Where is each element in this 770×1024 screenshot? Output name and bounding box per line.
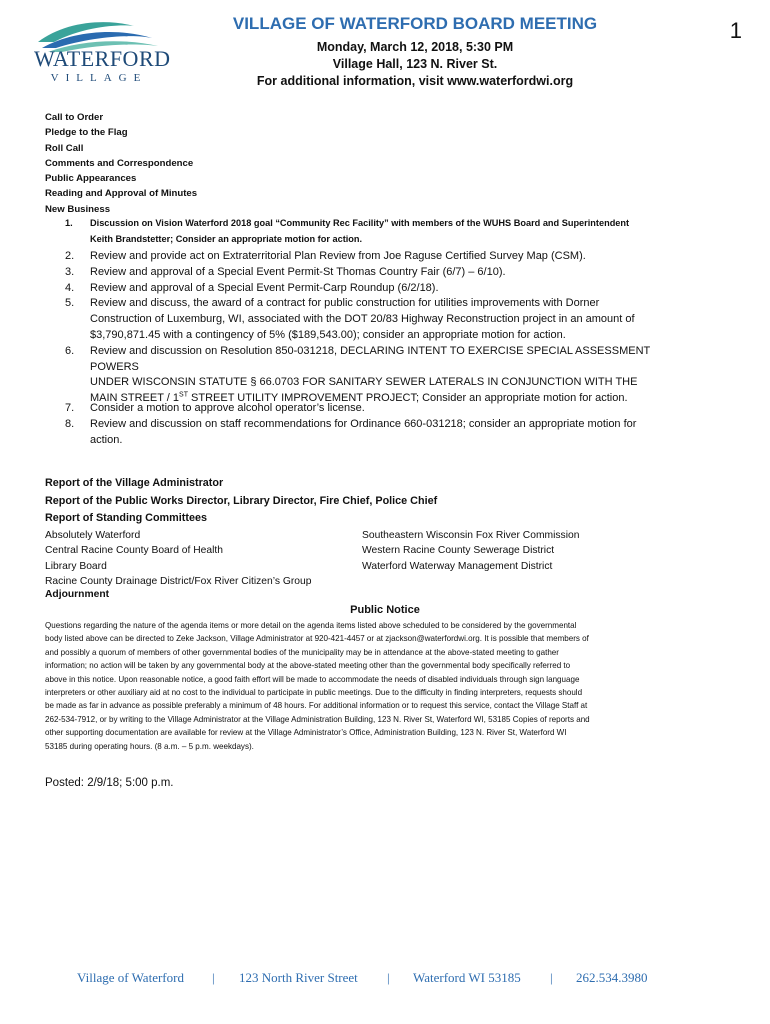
committee-name: Library Board: [45, 560, 107, 572]
info-line: For additional information, visit www.waterfordwi.org: [256, 74, 574, 88]
committee-name: Western Racine County Sewerage District: [362, 545, 555, 556]
committee-name: Southeastern Wisconsin Fox River Commission: [362, 529, 580, 541]
notice-line: 262-534-7912, or by writing to the Village Administrator at the Village Administration Building, 123 N. River St, Waterford WI, 53185 Copies of reports and: [45, 714, 590, 724]
item-number: 2.: [65, 250, 75, 262]
agenda-heading: Roll Call: [45, 142, 84, 154]
agenda-item-4: [45, 281, 685, 297]
notice-line: be made as far in advance as possible preferably a minimum of 48 hours. For additional information or to request this service, contact the Village Staff at: [45, 701, 588, 711]
committee-name: Absolutely Waterford: [45, 529, 141, 541]
meeting-location: Village Hall, 123 N. River St.: [332, 57, 498, 71]
committee-name: Central Racine County Board of Health: [45, 545, 224, 556]
logo-subtitle: VILLAGE: [50, 72, 148, 84]
item-number: 3.: [65, 265, 75, 278]
footer-village-name: Village of Waterford: [77, 970, 184, 985]
item-text: Keith Brandstetter; Consider an appropriate motion for action.: [90, 233, 363, 244]
adjournment: Adjournment: [45, 589, 110, 600]
item-text: UNDER WISCONSIN STATUTE § 66.0703 FOR SANITARY SEWER LATERALS IN CONJUNCTION WITH THE: [90, 376, 638, 389]
committee-name: Racine County Drainage District/Fox River Citizen’s Group: [45, 576, 312, 587]
agenda-heading: Public Appearances: [45, 173, 137, 185]
meeting-title: VILLAGE OF WATERFORD BOARD MEETING: [232, 14, 598, 33]
agenda-heading: Call to Order: [45, 112, 104, 123]
item-text: Review and approval of a Special Event Permit-Carp Roundup (6/2/18).: [90, 281, 439, 294]
footer-separator: |: [387, 970, 390, 985]
item-text-part: STREET UTILITY IMPROVEMENT PROJECT; Consider an appropriate motion for action.: [188, 392, 628, 405]
committee-name: Waterford Waterway Management District: [362, 560, 553, 572]
agenda-item-3: [45, 265, 685, 281]
agenda-heading: Reading and Approval of Minutes: [45, 188, 198, 200]
footer-street: 123 North River Street: [239, 970, 358, 985]
item-text-part: MAIN STREET / 1: [90, 392, 180, 405]
page-number: 1: [729, 18, 742, 43]
committee-column-right: [362, 528, 579, 575]
report-heading: Report of the Village Administrator: [45, 477, 224, 489]
item-text: Review and discussion on staff recommendations for Ordinance 660-031218; consider an appropriate motion for: [90, 417, 637, 430]
report-heading: Report of the Public Works Director, Library Director, Fire Chief, Police Chief: [45, 494, 438, 507]
public-notice-body: [45, 619, 685, 753]
footer-phone: 262.534.3980: [576, 970, 648, 985]
agenda-item-2: [45, 249, 685, 265]
item-text: Consider a motion to approve alcohol operator’s license.: [90, 402, 365, 414]
new-business-list-end: [45, 401, 685, 448]
agenda-headings: [45, 110, 197, 217]
footer-city: Waterford WI 53185: [413, 970, 521, 985]
agenda-item-8: [45, 417, 685, 449]
agenda-heading: New Business: [45, 203, 111, 215]
item-text: Review and approval of a Special Event Permit-St Thomas Country Fair (6/7) – 6/10).: [90, 265, 506, 278]
item-text: Review and discuss, the award of a contract for public construction for utilities improvements with Dorner: [90, 297, 600, 310]
agenda-item-1: [45, 216, 685, 247]
item-number: 8.: [65, 417, 75, 430]
item-number: 4.: [65, 281, 75, 294]
notice-line: information; no action will be taken by any governmental body at the above-stated meeting other than the governmental body specifically referred to: [45, 661, 571, 671]
agenda-heading: Comments and Correspondence: [45, 157, 194, 169]
committee-column-left: [45, 528, 311, 590]
item-number: 7.: [65, 402, 75, 414]
agenda-item-6: [45, 344, 685, 407]
meeting-date: Monday, March 12, 2018, 5:30 PM: [316, 40, 514, 54]
notice-line: above in this notice. Upon reasonable notice, a good faith effort will be made to accommodate the needs of disabled individuals through sign language: [45, 674, 580, 684]
item-number: 5.: [65, 297, 75, 310]
village-logo: [34, 16, 174, 88]
superscript: ST: [179, 391, 188, 399]
notice-line: other supporting documentation are available for review at the Village Administrator’s Office, Administration Building, 123 N. River St, Waterford WI: [45, 728, 567, 738]
footer-separator: |: [550, 970, 553, 985]
new-business-list: [45, 216, 685, 247]
item-text: $3,790,871.45 with a contingency of 5% ($189,543.00); consider an appropriate motion for action.: [90, 328, 566, 341]
report-heading: Report of Standing Committees: [45, 512, 207, 524]
item-text: Review and discussion on Resolution 850-031218, DECLARING INTENT TO EXERCISE SPECIAL ASSESSMENT POWERS: [90, 344, 651, 373]
logo-wordmark: WATERFORD: [34, 46, 171, 71]
notice-line: 53185 during operating hours. (8 a.m. – 5 p.m. weekdays).: [45, 741, 254, 751]
item-number: 6.: [65, 344, 75, 357]
item-number: 1.: [65, 218, 73, 228]
posted-date: Posted: 2/9/18; 5:00 p.m.: [45, 777, 174, 789]
agenda-item-5: [45, 296, 685, 343]
item-text: Construction of Luxemburg, WI, associated with the DOT 20/83 Highway Reconstruction project in an amount of: [90, 313, 635, 326]
notice-line: body listed above can be directed to Zeke Jackson, Village Administrator at 920-421-4457 or at zjackson@waterfordwi.org. It is possible that members of: [45, 634, 589, 644]
agenda-heading: Pledge to the Flag: [45, 127, 128, 139]
notice-line: interpreters or other auxiliary aid at no cost to the individual to participate in public meetings. Due to the difficulty in finding interpreters, requests should: [45, 688, 583, 698]
item-text: Discussion on Vision Waterford 2018 goal “Community Rec Facility” with members of the WUHS Board and Superintendent: [90, 218, 630, 228]
new-business-list-cont: [45, 249, 685, 407]
public-notice-title: Public Notice: [350, 604, 420, 616]
item-text: action.: [90, 433, 123, 446]
reports-section: [45, 475, 685, 587]
item-text: Review and provide act on Extraterritorial Plan Review from Joe Raguse Certified Survey Map (CSM).: [90, 250, 586, 262]
notice-line: Questions regarding the nature of the agenda items or more detail on the agenda items listed above scheduled to be considered by the governmental: [45, 621, 577, 630]
notice-line: and possibly a quorum of members of other governmental bodies of the municipality may be in attendance at the above-stated meeting to gather: [45, 647, 559, 657]
footer-separator: |: [212, 970, 215, 985]
agenda-item-7: [45, 401, 685, 417]
